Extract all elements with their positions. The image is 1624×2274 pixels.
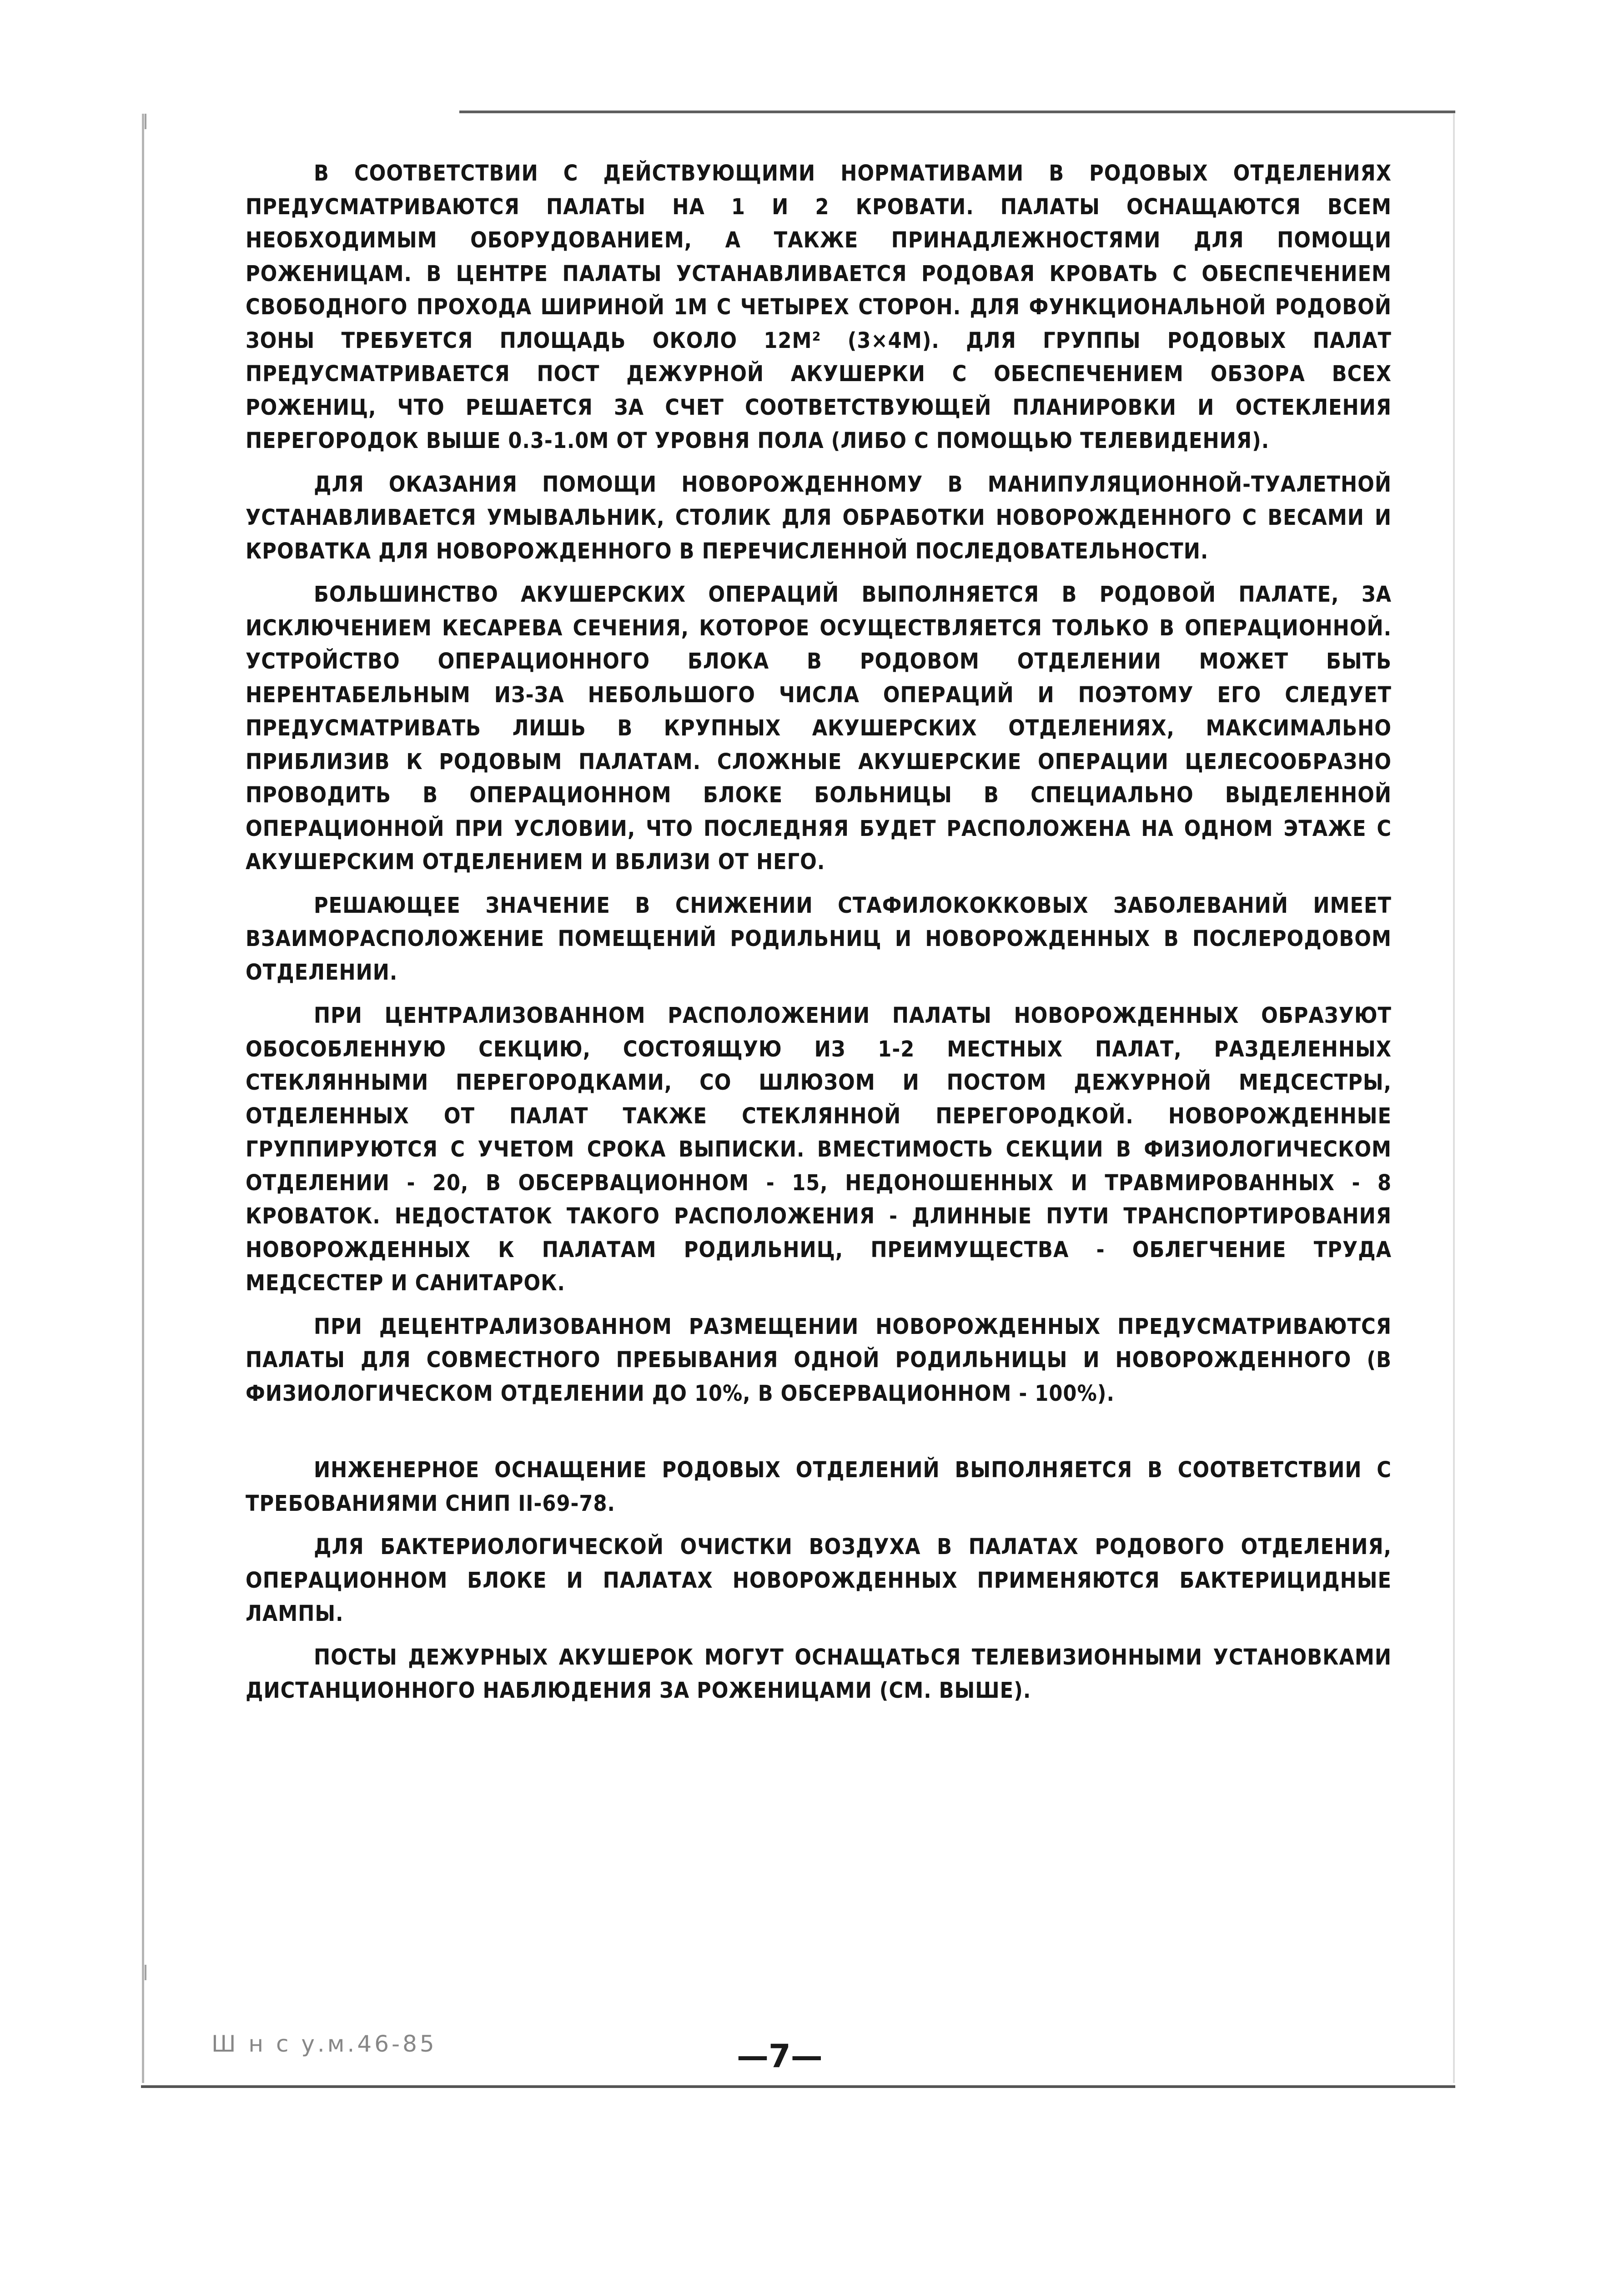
paragraph-bactericidal: ДЛЯ БАКТЕРИОЛОГИЧЕСКОЙ ОЧИСТКИ ВОЗДУХА В ПАЛАТАХ РОДОВОГО ОТДЕЛЕНИЯ, ОПЕРАЦИОННОМ БЛОКЕ И ПАЛАТАХ НОВОРОЖДЕННЫХ ПРИМЕНЯЮТСЯ БАКТЕРИЦИДНЫЕ ЛАМПЫ. xyxy=(246,1534,1392,1626)
paragraph-operations: БОЛЬШИНСТВО АКУШЕРСКИХ ОПЕРАЦИЙ ВЫПОЛНЯЕТСЯ В РОДОВОЙ ПАЛАТЕ, ЗА ИСКЛЮЧЕНИЕМ КЕСАРЕВА СЕЧЕНИЯ, КОТОРОЕ ОСУЩЕСТВЛЯЕТСЯ ТОЛЬКО В ОПЕРАЦИОННОЙ. УСТРОЙСТВО ОПЕРАЦИОННОГО БЛОКА В РОДОВОМ ОТДЕЛЕНИИ МОЖЕТ БЫТЬ НЕРЕНТАБЕЛЬНЫМ ИЗ-ЗА НЕБОЛЬШОГО ЧИСЛА ОПЕРАЦИЙ И ПОЭТОМУ ЕГО СЛЕДУЕТ ПРЕДУСМАТРИВАТЬ ЛИШЬ В КРУПНЫХ АКУШЕРСКИХ ОТДЕЛЕНИЯХ, МАКСИМАЛЬНО ПРИБЛИЗИВ К РОДОВЫМ ПАЛАТАМ. СЛОЖНЫЕ АКУШЕРСКИЕ ОПЕРАЦИИ ЦЕЛЕСООБРАЗНО ПРОВОДИТЬ В ОПЕРАЦИОННОМ БЛОКЕ БОЛЬНИЦЫ В СПЕЦИАЛЬНО ВЫДЕЛЕННОЙ ОПЕРАЦИОННОЙ ПРИ УСЛОВИИ, ЧТО ПОСЛЕДНЯЯ БУДЕТ РАСПОЛОЖЕНА НА ОДНОМ ЭТАЖЕ С АКУШЕРСКИМ ОТДЕЛЕНИЕМ И ВБЛИЗИ ОТ НЕГО. xyxy=(246,582,1392,875)
page-number: —7— xyxy=(737,2038,823,2075)
footer-document-code: Ш н с у.м.46-85 xyxy=(211,2031,437,2057)
paragraph-monitoring: ПОСТЫ ДЕЖУРНЫХ АКУШЕРОК МОГУТ ОСНАЩАТЬСЯ ТЕЛЕВИЗИОННЫМИ УСТАНОВКАМИ ДИСТАНЦИОННОГО НАБЛЮДЕНИЯ ЗА РОЖЕНИЦАМИ (СМ. ВЫШЕ). xyxy=(246,1644,1392,1703)
paragraph-decentralized: ПРИ ДЕЦЕНТРАЛИЗОВАННОМ РАЗМЕЩЕНИИ НОВОРОЖДЕННЫХ ПРЕДУСМАТРИВАЮТСЯ ПАЛАТЫ ДЛЯ СОВМЕСТНОГО ПРЕБЫВАНИЯ ОДНОЙ РОДИЛЬНИЦЫ И НОВОРОЖДЕННОГО (В ФИЗИОЛОГИЧЕСКОМ ОТДЕЛЕНИИ ДО 10%, В ОБСЕРВАЦИОННОМ - 100%). xyxy=(246,1313,1392,1406)
paragraph-engineering: ИНЖЕНЕРНОЕ ОСНАЩЕНИЕ РОДОВЫХ ОТДЕЛЕНИЙ ВЫПОЛНЯЕТСЯ В СООТВЕТСТВИИ С ТРЕБОВАНИЯМИ СНИП II-69-78. xyxy=(246,1457,1392,1516)
binding-mark xyxy=(145,1965,146,1980)
page-text xyxy=(246,157,1392,1718)
left-margin-line xyxy=(142,114,144,2083)
paragraph-birthing-rooms: В СООТВЕТСТВИИ С ДЕЙСТВУЮЩИМИ НОРМАТИВАМИ В РОДОВЫХ ОТДЕЛЕНИЯХ ПРЕДУСМАТРИВАЮТСЯ ПАЛАТЫ НА 1 И 2 КРОВАТИ. ПАЛАТЫ ОСНАЩАЮТСЯ ВСЕМ НЕОБХОДИМЫМ ОБОРУДОВАНИЕМ, А ТАКЖЕ ПРИНАДЛЕЖНОСТЯМИ ДЛЯ ПОМОЩИ РОЖЕНИЦАМ. В ЦЕНТРЕ ПАЛАТЫ УСТАНАВЛИВАЕТСЯ РОДОВАЯ КРОВАТЬ С ОБЕСПЕЧЕНИЕМ СВОБОДНОГО ПРОХОДА ШИРИНОЙ 1М С ЧЕТЫРЕХ СТОРОН. ДЛЯ ФУНКЦИОНАЛЬНОЙ РОДОВОЙ ЗОНЫ ТРЕБУЕТСЯ ПЛОЩАДЬ ОКОЛО 12М² (3×4М). ДЛЯ ГРУППЫ РОДОВЫХ ПАЛАТ ПРЕДУСМАТРИВАЕТСЯ ПОСТ ДЕЖУРНОЙ АКУШЕРКИ С ОБЕСПЕЧЕНИЕМ ОБЗОРА ВСЕХ РОЖЕНИЦ, ЧТО РЕШАЕТСЯ ЗА СЧЕТ СООТВЕТСТВУЮЩЕЙ ПЛАНИРОВКИ И ОСТЕКЛЕНИЯ ПЕРЕГОРОДОК ВЫШЕ 0.3-1.0М ОТ УРОВНЯ ПОЛА (ЛИБО С ПОМОЩЬЮ ТЕЛЕВИДЕНИЯ). xyxy=(246,161,1392,453)
paragraph-newborn-care: ДЛЯ ОКАЗАНИЯ ПОМОЩИ НОВОРОЖДЕННОМУ В МАНИПУЛЯЦИОННОЙ-ТУАЛЕТНОЙ УСТАНАВЛИВАЕТСЯ УМЫВАЛЬНИК, СТОЛИК ДЛЯ ОБРАБОТКИ НОВОРОЖДЕННОГО С ВЕСАМИ И КРОВАТКА ДЛЯ НОВОРОЖДЕННОГО В ПЕРЕЧИСЛЕННОЙ ПОСЛЕДОВАТЕЛЬНОСТИ. xyxy=(246,471,1392,564)
top-border-line xyxy=(459,111,1455,113)
binding-mark xyxy=(145,114,146,129)
paragraph-centralized: ПРИ ЦЕНТРАЛИЗОВАННОМ РАСПОЛОЖЕНИИ ПАЛАТЫ НОВОРОЖДЕННЫХ ОБРАЗУЮТ ОБОСОБЛЕННУЮ СЕКЦИЮ, СОСТОЯЩУЮ ИЗ 1-2 МЕСТНЫХ ПАЛАТ, РАЗДЕЛЕННЫХ СТЕКЛЯННЫМИ ПЕРЕГОРОДКАМИ, СО ШЛЮЗОМ И ПОСТОМ ДЕЖУРНОЙ МЕДСЕСТРЫ, ОТДЕЛЕННЫХ ОТ ПАЛАТ ТАКЖЕ СТЕКЛЯННОЙ ПЕРЕГОРОДКОЙ. НОВОРОЖДЕННЫЕ ГРУППИРУЮТСЯ С УЧЕТОМ СРОКА ВЫПИСКИ. ВМЕСТИМОСТЬ СЕКЦИИ В ФИЗИОЛОГИЧЕСКОМ ОТДЕЛЕНИИ - 20, В ОБСЕРВАЦИОННОМ - 15, НЕДОНОШЕННЫХ И ТРАВМИРОВАННЫХ - 8 КРОВАТОК. НЕДОСТАТОК ТАКОГО РАСПОЛОЖЕНИЯ - ДЛИННЫЕ ПУТИ ТРАНСПОРТИРОВАНИЯ НОВОРОЖДЕННЫХ К ПАЛАТАМ РОДИЛЬНИЦ, ПРЕИМУЩЕСТВА - ОБЛЕГЧЕНИЕ ТРУДА МЕДСЕСТЕР И САНИТАРОК. xyxy=(246,1003,1392,1296)
bottom-border-line xyxy=(141,2085,1455,2088)
paragraph-room-layout: РЕШАЮЩЕЕ ЗНАЧЕНИЕ В СНИЖЕНИИ СТАФИЛОКОККОВЫХ ЗАБОЛЕВАНИЙ ИМЕЕТ ВЗАИМОРАСПОЛОЖЕНИЕ ПОМЕЩЕНИЙ РОДИЛЬНИЦ И НОВОРОЖДЕННЫХ В ПОСЛЕРОДОВОМ ОТДЕЛЕНИИ. xyxy=(246,892,1392,985)
right-margin-line xyxy=(1453,114,1455,2083)
